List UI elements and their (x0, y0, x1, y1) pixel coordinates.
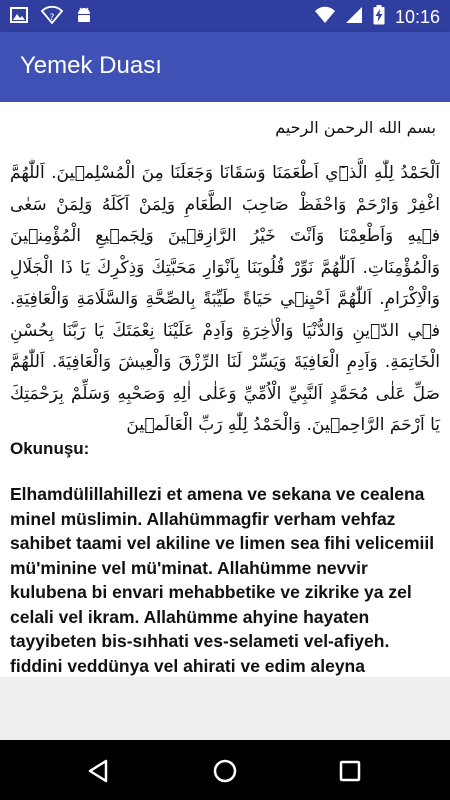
bismillah-text: بسم الله الرحمن الرحيم (275, 118, 436, 137)
navigation-bar (0, 740, 450, 800)
page-title: Yemek Duası (20, 52, 162, 79)
bottom-empty-area (0, 677, 450, 740)
home-icon[interactable] (210, 756, 240, 786)
notification-icons (10, 6, 92, 28)
app-bar (0, 32, 450, 102)
recents-icon[interactable] (335, 756, 365, 786)
transliteration-text: Elhamdülillahillezi et amena ve sekana ve cealena minel müslimin. Allahümmagfir verham vehfaz sahibet taami vel akiline ve limen sea fihi velicemiil mü'minine vel mü'minat. Allahümme nevvir kulubena bi envari mehabbetike ve zikrike ya zel celali vel ikram. Allahümme ahyine hayaten tayyibeten bis-sıhhati ves-selameti vel-afiyeh. fiddini veddünya vel ahirati ve edim aleyna (10, 484, 435, 676)
status-time: 10:16 (394, 6, 440, 27)
wifi-question-icon (42, 6, 62, 28)
okunusu-heading: Okunuşu: (10, 439, 90, 458)
battery-charging-icon (373, 5, 385, 29)
wifi-icon (315, 6, 335, 28)
arabic-prayer-text: اَلْحَمْدُ لِلّٰهِ الَّذ۪ٓي اَطْعَمَنَا وَسَقَانَا وَجَعَلَنَا مِنَ الْمُسْلِم۪ينَ. اَللّٰهُمَّ اغْفِرْ وَارْحَمْ وَاحْفَظْ صَاحِبَ الطَّعَامِ وَلِمَنْ اَكَلَهُ وَلِمَنْ سَعٰى ف۪يهِ وَاَطْعِمْنَا وَاَنْتَ خَيْرُ الرَّازِق۪ينَ وَلِجَم۪يعِ الْمُؤْمِن۪ينَ وَالْمُؤْمِنَاتِ. اَللّٰهُمَّ نَوِّرْ قُلُوبَنَا بِاَنْوَارِ مَحَبَّتِكَ وَذِكْرِكَ يَا ذَا الْجَلَالِ وَالْاِكْرَامِ. اَللّٰهُمَّ اَحْيِن۪ي حَيَاةً طَيِّبَةً بِالصِّحَّةِ وَالسَّلَامَةِ وَالْعَافِيَةِ. ف۪ي الدّ۪ينِ وَالدُّنْيَا وَالْاٰخِرَةِ وَاَدِمْ عَلَيْنَا نِعْمَتَكَ يَا رَبَّنَا بِحُسْنِ الْخَاتِمَةِ. وَاَدِمِ الْعَافِيَةَ وَيَسِّرْ لَنَا الرِّزْقَ وَالْعِيشَ وَالْعَافِيَةَ. اَللّٰهُمَّ صَلِّ عَلٰى مُحَمَّدٍ اَلنَّبِيِّ الْاُمِّيِّ وَعَلٰى اٰلِهِ وَصَحْبِهِ وَسَلِّمْ بِرَحْمَتِكَ يَا اَرْحَمَ الرَّاحِم۪ينَ. وَالْحَمْدُ لِلّٰهِ رَبِّ الْعَالَم۪ينَ (10, 163, 440, 435)
back-icon[interactable] (84, 756, 114, 786)
status-bar (0, 0, 450, 32)
signal-icon (345, 6, 363, 28)
android-icon (76, 6, 92, 28)
system-icons (315, 5, 440, 29)
svg-text:?: ? (49, 13, 55, 23)
image-icon (10, 6, 28, 28)
prayer-content[interactable] (0, 102, 450, 677)
